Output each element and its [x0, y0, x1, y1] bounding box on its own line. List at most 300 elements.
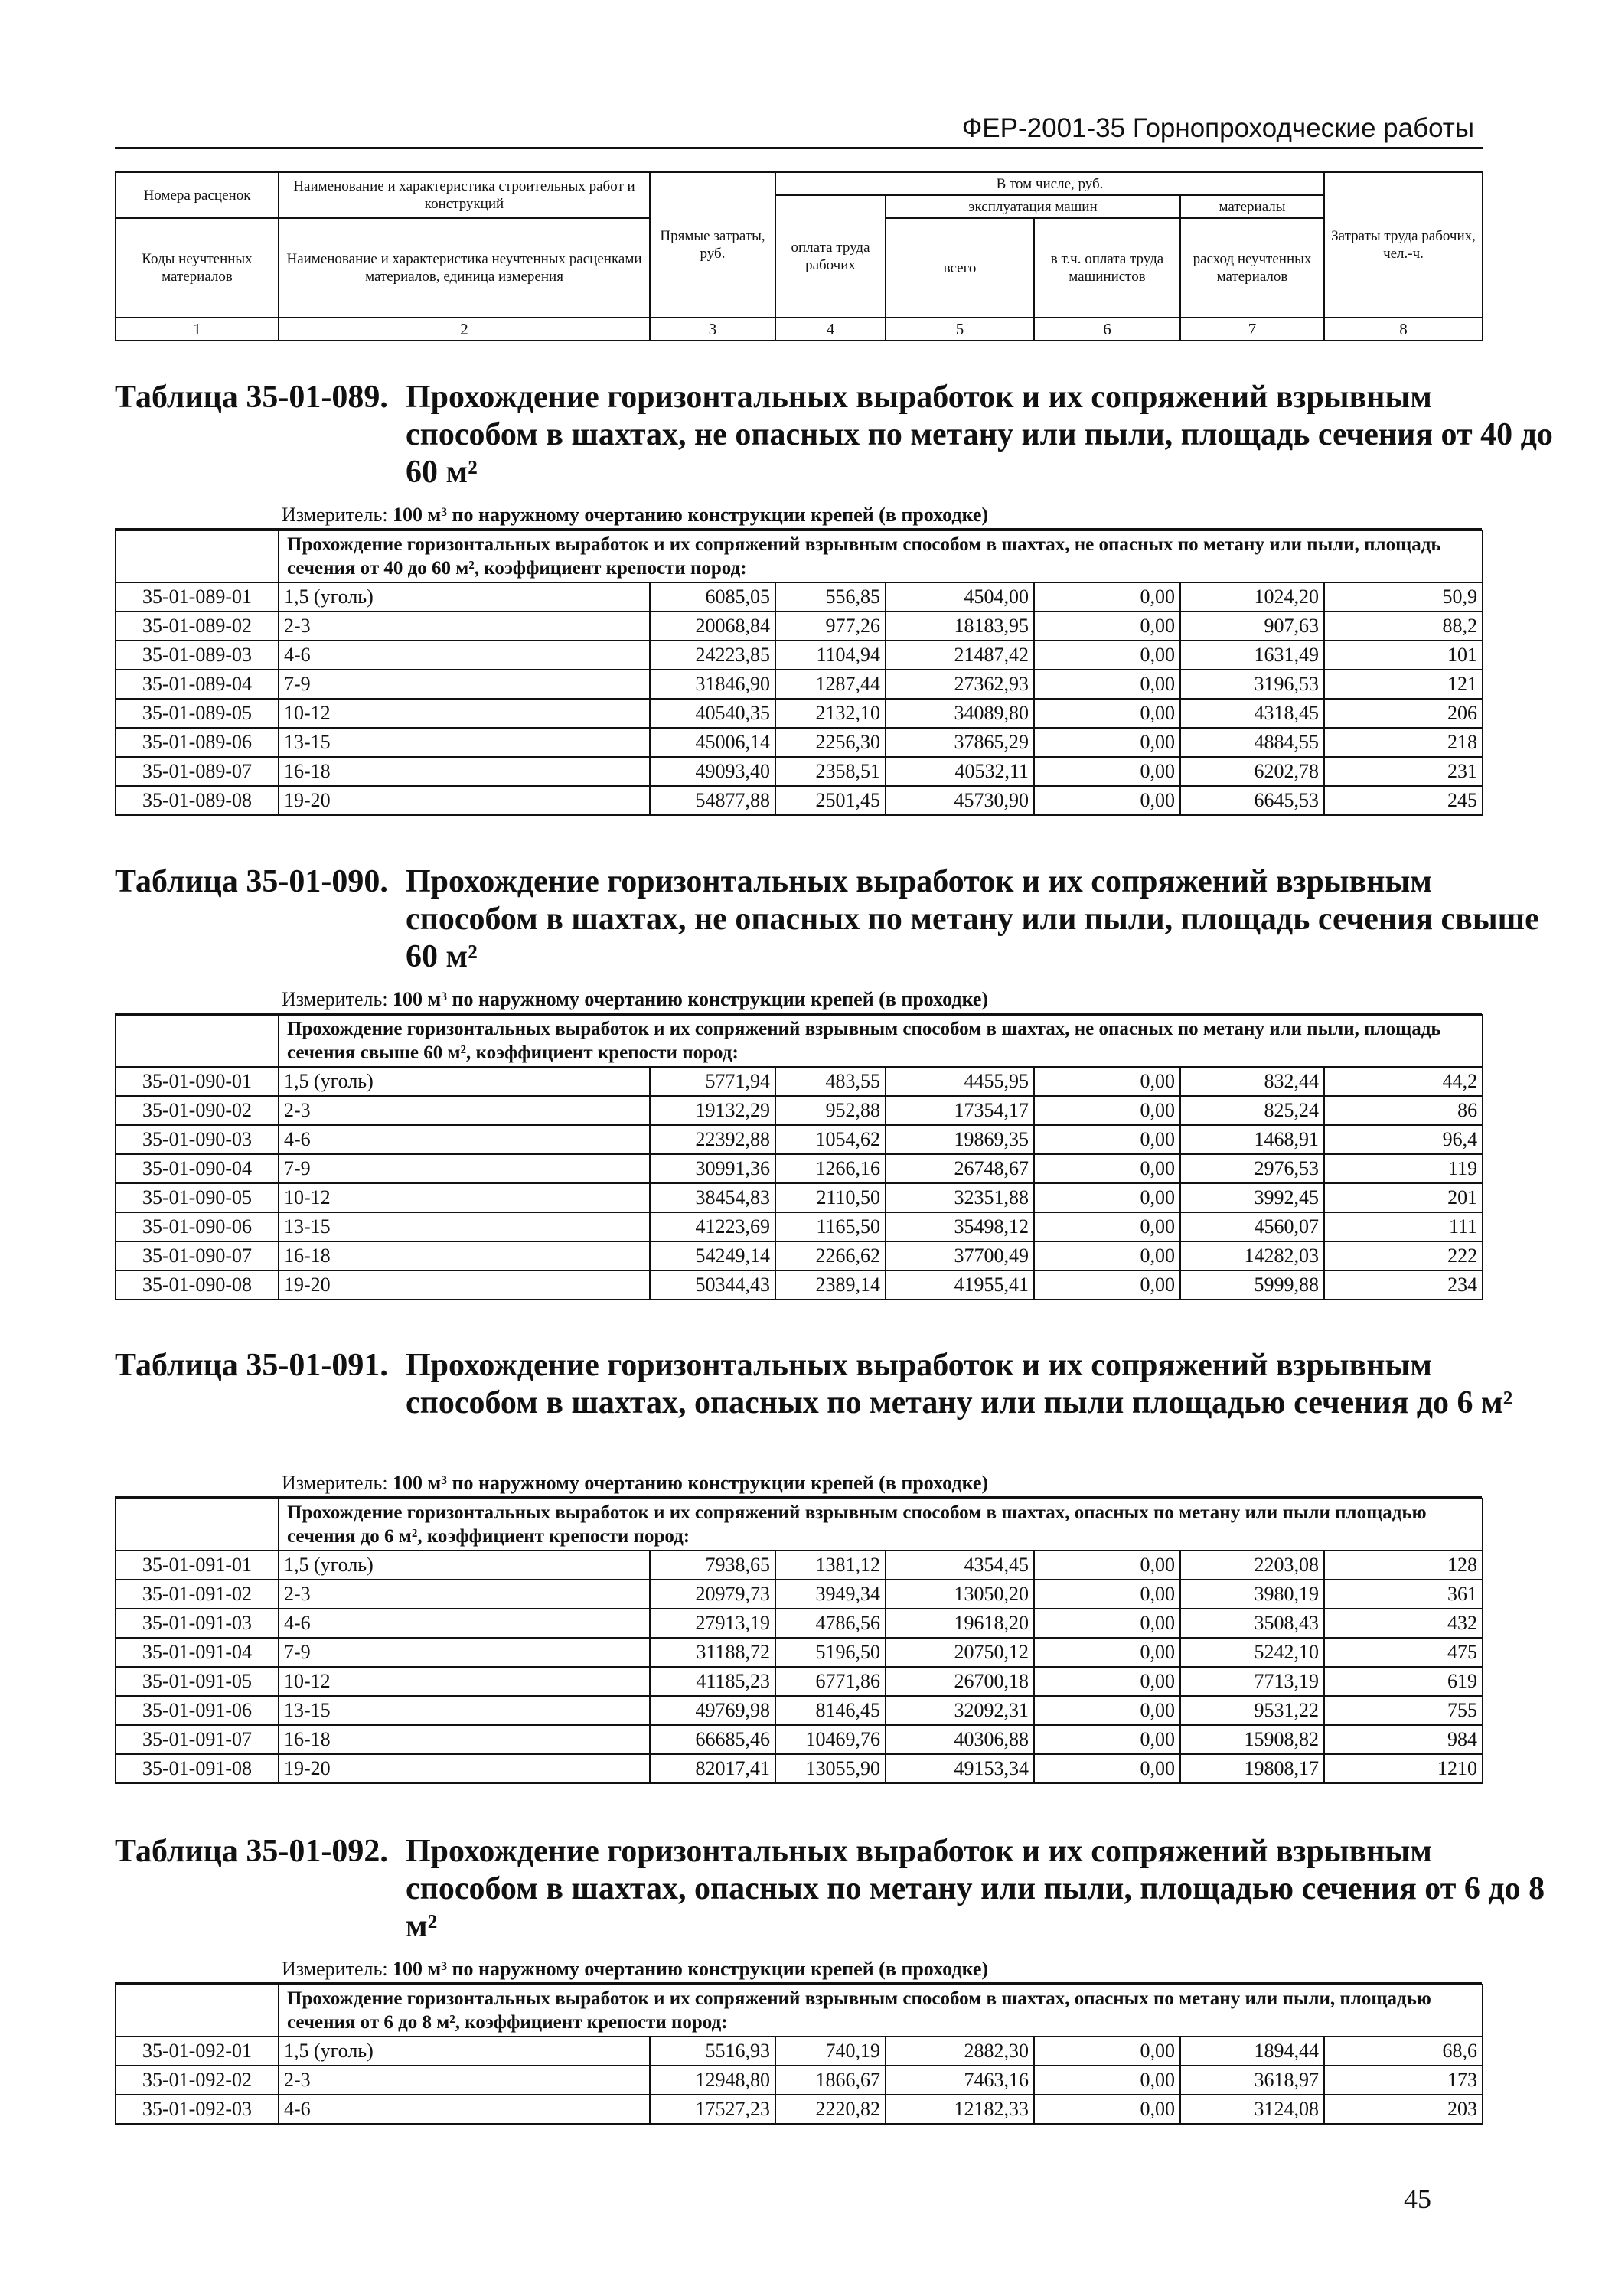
measure-prefix: Измеритель: — [282, 1472, 393, 1494]
rate-code-cell: 35-01-089-06 — [116, 728, 279, 757]
table-row — [116, 1580, 1483, 1609]
rate-table — [115, 1984, 1483, 2125]
materials-cell: 3196,53 — [1180, 670, 1324, 699]
direct-cost-cell: 5771,94 — [650, 1067, 775, 1096]
group-header: В том числе, руб. — [775, 172, 1324, 195]
characteristic-cell: 13-15 — [279, 1696, 650, 1725]
table-row — [116, 1754, 1483, 1783]
measure-prefix: Измеритель: — [282, 1958, 393, 1980]
machine-total-cell: 27362,93 — [886, 670, 1034, 699]
machine-total-cell: 20750,12 — [886, 1638, 1034, 1667]
labor-hours-cell: 218 — [1324, 728, 1483, 757]
direct-cost-cell: 49769,98 — [650, 1696, 775, 1725]
labor-hours-cell: 619 — [1324, 1667, 1483, 1696]
materials-cell: 4884,55 — [1180, 728, 1324, 757]
rate-table-section — [115, 1347, 1513, 1784]
column-number: 1 — [116, 318, 279, 341]
materials-cell: 7713,19 — [1180, 1667, 1324, 1696]
column-number: 2 — [279, 318, 650, 341]
operator-pay-cell: 0,00 — [1034, 2095, 1180, 2124]
materials-cell: 825,24 — [1180, 1096, 1324, 1125]
table-row — [116, 2037, 1483, 2066]
rate-code-cell: 35-01-089-02 — [116, 612, 279, 641]
machine-total-cell: 2882,30 — [886, 2037, 1034, 2066]
direct-cost-cell: 49093,40 — [650, 757, 775, 786]
machine-total-cell: 4354,45 — [886, 1551, 1034, 1580]
rate-table — [115, 1014, 1483, 1300]
table-row — [116, 2066, 1483, 2095]
operator-pay-cell: 0,00 — [1034, 1551, 1180, 1580]
labor-pay-cell: 6771,86 — [775, 1667, 886, 1696]
rate-code-cell: 35-01-090-02 — [116, 1096, 279, 1125]
operator-pay-cell: 0,00 — [1034, 1638, 1180, 1667]
machine-total-cell: 4455,95 — [886, 1067, 1034, 1096]
table-row — [116, 1067, 1483, 1096]
column-number: 3 — [650, 318, 775, 341]
machine-total-cell: 26700,18 — [886, 1667, 1034, 1696]
labor-hours-cell: 96,4 — [1324, 1125, 1483, 1154]
col1-bottom-header: Коды неучтенных материалов — [116, 218, 279, 318]
rate-code-cell: 35-01-090-06 — [116, 1212, 279, 1241]
rate-table — [115, 1498, 1483, 1784]
machine-total-cell: 45730,90 — [886, 786, 1034, 815]
table-row — [116, 1725, 1483, 1754]
characteristic-cell: 10-12 — [279, 1183, 650, 1212]
machine-total-cell: 4504,00 — [886, 582, 1034, 612]
operator-pay-cell: 0,00 — [1034, 1754, 1180, 1783]
characteristic-cell: 10-12 — [279, 699, 650, 728]
materials-cell: 1468,91 — [1180, 1125, 1324, 1154]
labor-hours-cell: 111 — [1324, 1212, 1483, 1241]
labor-pay-cell: 3949,34 — [775, 1580, 886, 1609]
page-header-title: ФЕР-2001-35 Горнопроходческие работы — [961, 113, 1474, 143]
labor-pay-cell: 13055,90 — [775, 1754, 886, 1783]
table-label: Таблица 35-01-092. — [115, 1834, 388, 1869]
col2-top-header: Наименование и характеристика строительных работ и конструкций — [279, 172, 650, 218]
labor-hours-cell: 203 — [1324, 2095, 1483, 2124]
labor-hours-cell: 201 — [1324, 1183, 1483, 1212]
column-number: 4 — [775, 318, 886, 341]
table-label: Таблица 35-01-091. — [115, 1348, 388, 1383]
machine-total-cell: 34089,80 — [886, 699, 1034, 728]
labor-hours-cell: 222 — [1324, 1241, 1483, 1270]
labor-hours-cell: 50,9 — [1324, 582, 1483, 612]
labor-pay-cell: 2501,45 — [775, 786, 886, 815]
operator-pay-cell: 0,00 — [1034, 1154, 1180, 1183]
labor-pay-cell: 1054,62 — [775, 1125, 886, 1154]
labor-hours-cell: 44,2 — [1324, 1067, 1483, 1096]
table-row — [116, 699, 1483, 728]
labor-hours-cell: 68,6 — [1324, 2037, 1483, 2066]
operator-pay-cell: 0,00 — [1034, 699, 1180, 728]
measure-prefix: Измеритель: — [282, 504, 393, 526]
materials-cell: 15908,82 — [1180, 1725, 1324, 1754]
direct-cost-cell: 41223,69 — [650, 1212, 775, 1241]
labor-hours-cell: 173 — [1324, 2066, 1483, 2095]
col1-top-header: Номера расценок — [116, 172, 279, 218]
machine-total-cell: 41955,41 — [886, 1270, 1034, 1300]
col5-header: всего — [886, 218, 1034, 318]
page-header — [115, 112, 1483, 149]
table-row — [116, 1154, 1483, 1183]
direct-cost-cell: 20068,84 — [650, 612, 775, 641]
characteristic-cell: 19-20 — [279, 1270, 650, 1300]
table-title-text: Прохождение горизонтальных выработок и их сопряжений взрывным способом в шахтах, опасных по метану или пыли площадью сечения до 6 м² — [406, 1348, 1513, 1420]
category-row — [116, 1985, 1483, 2037]
table-row — [116, 612, 1483, 641]
col3-header: Прямые затраты, руб. — [650, 172, 775, 318]
materials-cell: 832,44 — [1180, 1067, 1324, 1096]
materials-cell: 907,63 — [1180, 612, 1324, 641]
table-row — [116, 1241, 1483, 1270]
labor-hours-cell: 206 — [1324, 699, 1483, 728]
characteristic-cell: 1,5 (уголь) — [279, 1551, 650, 1580]
materials-cell: 3618,97 — [1180, 2066, 1324, 2095]
operator-pay-cell: 0,00 — [1034, 1580, 1180, 1609]
rate-code-cell: 35-01-090-07 — [116, 1241, 279, 1270]
table-row — [116, 670, 1483, 699]
column-header-table — [115, 171, 1483, 341]
labor-hours-cell: 432 — [1324, 1609, 1483, 1638]
machine-total-cell: 32351,88 — [886, 1183, 1034, 1212]
labor-pay-cell: 977,26 — [775, 612, 886, 641]
operator-pay-cell: 0,00 — [1034, 1725, 1180, 1754]
measure-value: 100 м³ по наружному очертанию конструкции крепей (в проходке) — [393, 988, 989, 1010]
category-row — [116, 1015, 1483, 1067]
table-row — [116, 1096, 1483, 1125]
operator-pay-cell: 0,00 — [1034, 786, 1180, 815]
labor-hours-cell: 86 — [1324, 1096, 1483, 1125]
category-spacer — [116, 1499, 279, 1551]
machine-total-cell: 19869,35 — [886, 1125, 1034, 1154]
machine-total-cell: 32092,31 — [886, 1696, 1034, 1725]
table-title — [115, 1833, 1545, 1956]
measure-value: 100 м³ по наружному очертанию конструкции крепей (в проходке) — [393, 1472, 989, 1494]
direct-cost-cell: 27913,19 — [650, 1609, 775, 1638]
direct-cost-cell: 45006,14 — [650, 728, 775, 757]
labor-pay-cell: 1866,67 — [775, 2066, 886, 2095]
table-row — [116, 1696, 1483, 1725]
operator-pay-cell: 0,00 — [1034, 641, 1180, 670]
materials-cell: 9531,22 — [1180, 1696, 1324, 1725]
table-row — [116, 786, 1483, 815]
table-row — [116, 728, 1483, 757]
rate-code-cell: 35-01-091-04 — [116, 1638, 279, 1667]
machine-total-cell: 40306,88 — [886, 1725, 1034, 1754]
operator-pay-cell: 0,00 — [1034, 1125, 1180, 1154]
characteristic-cell: 4-6 — [279, 1609, 650, 1638]
labor-pay-cell: 2266,62 — [775, 1241, 886, 1270]
characteristic-cell: 13-15 — [279, 1212, 650, 1241]
category-spacer — [116, 1015, 279, 1067]
machine-total-cell: 7463,16 — [886, 2066, 1034, 2095]
characteristic-cell: 19-20 — [279, 1754, 650, 1783]
table-title-text: Прохождение горизонтальных выработок и их сопряжений взрывным способом в шахтах, не опасных по метану или пыли, площадь сечения свыше 60 м² — [406, 864, 1539, 974]
direct-cost-cell: 40540,35 — [650, 699, 775, 728]
measure-line — [115, 1956, 1482, 1984]
labor-pay-cell: 556,85 — [775, 582, 886, 612]
rate-code-cell: 35-01-089-08 — [116, 786, 279, 815]
rate-table-section — [115, 379, 1553, 816]
operator-pay-cell: 0,00 — [1034, 1183, 1180, 1212]
col4-header: оплата труда рабочих — [775, 195, 886, 318]
table-label: Таблица 35-01-090. — [115, 864, 388, 899]
rate-code-cell: 35-01-089-01 — [116, 582, 279, 612]
characteristic-cell: 2-3 — [279, 1580, 650, 1609]
direct-cost-cell: 22392,88 — [650, 1125, 775, 1154]
direct-cost-cell: 66685,46 — [650, 1725, 775, 1754]
table-title-text: Прохождение горизонтальных выработок и их сопряжений взрывным способом в шахтах, не опасных по метану или пыли, площадь сечения от 40 до 60 м² — [406, 380, 1553, 490]
direct-cost-cell: 41185,23 — [650, 1667, 775, 1696]
labor-hours-cell: 361 — [1324, 1580, 1483, 1609]
labor-hours-cell: 1210 — [1324, 1754, 1483, 1783]
operator-pay-cell: 0,00 — [1034, 1241, 1180, 1270]
rate-code-cell: 35-01-091-01 — [116, 1551, 279, 1580]
labor-pay-cell: 2256,30 — [775, 728, 886, 757]
rate-code-cell: 35-01-092-02 — [116, 2066, 279, 2095]
measure-line — [115, 987, 1482, 1014]
operator-pay-cell: 0,00 — [1034, 670, 1180, 699]
operator-pay-cell: 0,00 — [1034, 2037, 1180, 2066]
rate-code-cell: 35-01-092-01 — [116, 2037, 279, 2066]
materials-cell: 3124,08 — [1180, 2095, 1324, 2124]
labor-hours-cell: 984 — [1324, 1725, 1483, 1754]
operator-pay-cell: 0,00 — [1034, 1609, 1180, 1638]
materials-cell: 14282,03 — [1180, 1241, 1324, 1270]
characteristic-cell: 1,5 (уголь) — [279, 1067, 650, 1096]
table-label: Таблица 35-01-089. — [115, 380, 388, 415]
direct-cost-cell: 12948,80 — [650, 2066, 775, 2095]
rate-code-cell: 35-01-092-03 — [116, 2095, 279, 2124]
labor-pay-cell: 10469,76 — [775, 1725, 886, 1754]
machine-total-cell: 18183,95 — [886, 612, 1034, 641]
operator-pay-cell: 0,00 — [1034, 582, 1180, 612]
table-row — [116, 641, 1483, 670]
characteristic-cell: 4-6 — [279, 2095, 650, 2124]
operator-pay-cell: 0,00 — [1034, 1067, 1180, 1096]
characteristic-cell: 2-3 — [279, 1096, 650, 1125]
characteristic-cell: 19-20 — [279, 786, 650, 815]
materials-header: материалы — [1180, 195, 1324, 218]
characteristic-cell: 4-6 — [279, 641, 650, 670]
rate-code-cell: 35-01-091-02 — [116, 1580, 279, 1609]
labor-hours-cell: 245 — [1324, 786, 1483, 815]
operator-pay-cell: 0,00 — [1034, 1212, 1180, 1241]
operator-pay-cell: 0,00 — [1034, 612, 1180, 641]
operator-pay-cell: 0,00 — [1034, 2066, 1180, 2095]
category-spacer — [116, 1985, 279, 2037]
direct-cost-cell: 6085,05 — [650, 582, 775, 612]
direct-cost-cell: 38454,83 — [650, 1183, 775, 1212]
materials-cell: 4318,45 — [1180, 699, 1324, 728]
direct-cost-cell: 30991,36 — [650, 1154, 775, 1183]
characteristic-cell: 4-6 — [279, 1125, 650, 1154]
characteristic-cell: 2-3 — [279, 2066, 650, 2095]
table-title-text: Прохождение горизонтальных выработок и их сопряжений взрывным способом в шахтах, опасных по метану или пыли, площадью сечения от 6 до 8 м² — [406, 1834, 1545, 1944]
table-row — [116, 1609, 1483, 1638]
column-number: 8 — [1324, 318, 1483, 341]
characteristic-cell: 16-18 — [279, 757, 650, 786]
labor-pay-cell: 2358,51 — [775, 757, 886, 786]
materials-cell: 19808,17 — [1180, 1754, 1324, 1783]
machine-total-cell: 49153,34 — [886, 1754, 1034, 1783]
operator-pay-cell: 0,00 — [1034, 1096, 1180, 1125]
category-row — [116, 1499, 1483, 1551]
materials-cell: 5999,88 — [1180, 1270, 1324, 1300]
characteristic-cell: 7-9 — [279, 1154, 650, 1183]
labor-pay-cell: 2389,14 — [775, 1270, 886, 1300]
direct-cost-cell: 82017,41 — [650, 1754, 775, 1783]
materials-cell: 5242,10 — [1180, 1638, 1324, 1667]
direct-cost-cell: 5516,93 — [650, 2037, 775, 2066]
materials-cell: 2976,53 — [1180, 1154, 1324, 1183]
rate-code-cell: 35-01-090-01 — [116, 1067, 279, 1096]
direct-cost-cell: 7938,65 — [650, 1551, 775, 1580]
labor-pay-cell: 483,55 — [775, 1067, 886, 1096]
labor-hours-cell: 88,2 — [1324, 612, 1483, 641]
machine-total-cell: 17354,17 — [886, 1096, 1034, 1125]
characteristic-cell: 1,5 (уголь) — [279, 2037, 650, 2066]
characteristic-cell: 7-9 — [279, 1638, 650, 1667]
characteristic-cell: 10-12 — [279, 1667, 650, 1696]
category-row — [116, 530, 1483, 582]
labor-pay-cell: 1287,44 — [775, 670, 886, 699]
characteristic-cell: 16-18 — [279, 1241, 650, 1270]
machine-total-cell: 26748,67 — [886, 1154, 1034, 1183]
table-title — [115, 379, 1553, 502]
rate-code-cell: 35-01-091-05 — [116, 1667, 279, 1696]
table-row — [116, 1638, 1483, 1667]
table-row — [116, 582, 1483, 612]
labor-pay-cell: 2220,82 — [775, 2095, 886, 2124]
column-number-row — [116, 318, 1483, 341]
labor-hours-cell: 231 — [1324, 757, 1483, 786]
direct-cost-cell: 54877,88 — [650, 786, 775, 815]
labor-pay-cell: 8146,45 — [775, 1696, 886, 1725]
labor-hours-cell: 755 — [1324, 1696, 1483, 1725]
operator-pay-cell: 0,00 — [1034, 1696, 1180, 1725]
table-row — [116, 2095, 1483, 2124]
materials-cell: 1894,44 — [1180, 2037, 1324, 2066]
direct-cost-cell: 54249,14 — [650, 1241, 775, 1270]
labor-pay-cell: 2110,50 — [775, 1183, 886, 1212]
page-number: 45 — [1404, 2183, 1431, 2214]
machines-header: эксплуатация машин — [886, 195, 1180, 218]
labor-pay-cell: 740,19 — [775, 2037, 886, 2066]
materials-cell: 3980,19 — [1180, 1580, 1324, 1609]
labor-pay-cell: 1381,12 — [775, 1551, 886, 1580]
category-spacer — [116, 530, 279, 582]
characteristic-cell: 7-9 — [279, 670, 650, 699]
table-row — [116, 1125, 1483, 1154]
machine-total-cell: 12182,33 — [886, 2095, 1034, 2124]
machine-total-cell: 37865,29 — [886, 728, 1034, 757]
labor-pay-cell: 2132,10 — [775, 699, 886, 728]
machine-total-cell: 35498,12 — [886, 1212, 1034, 1241]
category-description: Прохождение горизонтальных выработок и их сопряжений взрывным способом в шахтах, опасных по метану или пыли площадью сечения до 6 м², коэффициент крепости пород: — [279, 1499, 1483, 1551]
measure-line — [115, 502, 1482, 530]
machine-total-cell: 21487,42 — [886, 641, 1034, 670]
labor-hours-cell: 475 — [1324, 1638, 1483, 1667]
machine-total-cell: 13050,20 — [886, 1580, 1034, 1609]
operator-pay-cell: 0,00 — [1034, 1270, 1180, 1300]
characteristic-cell: 1,5 (уголь) — [279, 582, 650, 612]
rate-code-cell: 35-01-089-04 — [116, 670, 279, 699]
table-row — [116, 1270, 1483, 1300]
rate-code-cell: 35-01-091-07 — [116, 1725, 279, 1754]
col2-bottom-header: Наименование и характеристика неучтенных расценками материалов, единица измерения — [279, 218, 650, 318]
measure-prefix: Измеритель: — [282, 988, 393, 1010]
direct-cost-cell: 17527,23 — [650, 2095, 775, 2124]
table-row — [116, 757, 1483, 786]
table-row — [116, 1212, 1483, 1241]
rate-code-cell: 35-01-090-08 — [116, 1270, 279, 1300]
labor-pay-cell: 1104,94 — [775, 641, 886, 670]
materials-cell: 3508,43 — [1180, 1609, 1324, 1638]
materials-cell: 1024,20 — [1180, 582, 1324, 612]
rate-code-cell: 35-01-089-07 — [116, 757, 279, 786]
column-number: 7 — [1180, 318, 1324, 341]
labor-pay-cell: 5196,50 — [775, 1638, 886, 1667]
direct-cost-cell: 50344,43 — [650, 1270, 775, 1300]
direct-cost-cell: 20979,73 — [650, 1580, 775, 1609]
table-row — [116, 1667, 1483, 1696]
machine-total-cell: 37700,49 — [886, 1241, 1034, 1270]
operator-pay-cell: 0,00 — [1034, 757, 1180, 786]
col8-header: Затраты труда рабочих, чел.-ч. — [1324, 172, 1483, 318]
direct-cost-cell: 19132,29 — [650, 1096, 775, 1125]
materials-cell: 4560,07 — [1180, 1212, 1324, 1241]
rate-code-cell: 35-01-091-06 — [116, 1696, 279, 1725]
labor-hours-cell: 234 — [1324, 1270, 1483, 1300]
rate-code-cell: 35-01-089-03 — [116, 641, 279, 670]
col7-header: расход неучтенных материалов — [1180, 218, 1324, 318]
materials-cell: 2203,08 — [1180, 1551, 1324, 1580]
rate-code-cell: 35-01-091-08 — [116, 1754, 279, 1783]
operator-pay-cell: 0,00 — [1034, 728, 1180, 757]
column-number: 6 — [1034, 318, 1180, 341]
labor-pay-cell: 4786,56 — [775, 1609, 886, 1638]
labor-pay-cell: 952,88 — [775, 1096, 886, 1125]
labor-pay-cell: 1165,50 — [775, 1212, 886, 1241]
machine-total-cell: 40532,11 — [886, 757, 1034, 786]
operator-pay-cell: 0,00 — [1034, 1667, 1180, 1696]
direct-cost-cell: 31846,90 — [650, 670, 775, 699]
rate-code-cell: 35-01-091-03 — [116, 1609, 279, 1638]
measure-line — [115, 1470, 1482, 1498]
rate-table — [115, 530, 1483, 816]
category-description: Прохождение горизонтальных выработок и их сопряжений взрывным способом в шахтах, не опасных по метану или пыли, площадь сечения от 40 до 60 м², коэффициент крепости пород: — [279, 530, 1483, 582]
direct-cost-cell: 24223,85 — [650, 641, 775, 670]
labor-hours-cell: 101 — [1324, 641, 1483, 670]
measure-value: 100 м³ по наружному очертанию конструкции крепей (в проходке) — [393, 1958, 989, 1980]
labor-pay-cell: 1266,16 — [775, 1154, 886, 1183]
labor-hours-cell: 121 — [1324, 670, 1483, 699]
rate-table-section — [115, 1833, 1545, 2125]
table-title — [115, 863, 1539, 987]
rate-code-cell: 35-01-090-05 — [116, 1183, 279, 1212]
materials-cell: 6202,78 — [1180, 757, 1324, 786]
machine-total-cell: 19618,20 — [886, 1609, 1034, 1638]
table-row — [116, 1551, 1483, 1580]
rate-table-section — [115, 863, 1539, 1300]
table-row — [116, 1183, 1483, 1212]
materials-cell: 3992,45 — [1180, 1183, 1324, 1212]
column-number: 5 — [886, 318, 1034, 341]
characteristic-cell: 16-18 — [279, 1725, 650, 1754]
materials-cell: 1631,49 — [1180, 641, 1324, 670]
rate-code-cell: 35-01-090-04 — [116, 1154, 279, 1183]
